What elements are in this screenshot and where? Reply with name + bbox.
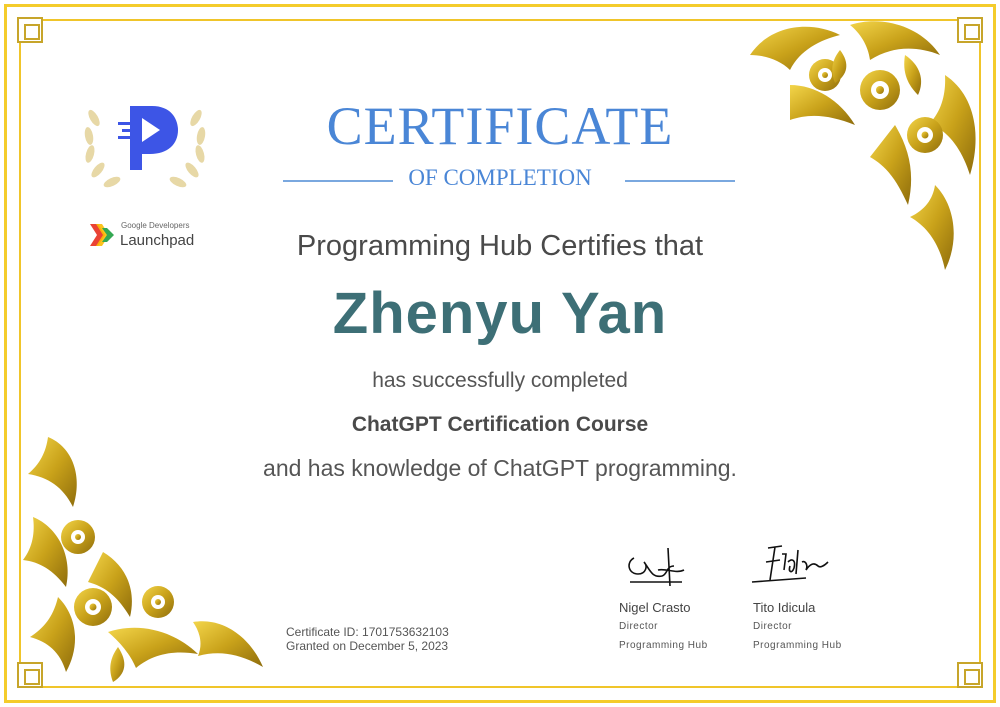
signatory-name: Nigel Crasto: [619, 600, 691, 615]
corner-ornament-top-left: [17, 17, 43, 43]
certifies-line: Programming Hub Certifies that: [296, 230, 704, 262]
signature-nigel-crasto: [622, 540, 692, 590]
granted-date: Granted on December 5, 2023: [286, 639, 449, 653]
certificate-id: Certificate ID: 1701753632103: [286, 625, 449, 639]
certificate-title: CERTIFICATE: [326, 96, 674, 156]
signatory-name: Tito Idicula: [753, 600, 816, 615]
signatory-2: [753, 600, 842, 655]
course-name: ChatGPT Certification Course: [351, 413, 649, 436]
signatory-org: Programming Hub: [753, 640, 842, 651]
signatory-title: Director: [619, 621, 659, 632]
signatory-org: Programming Hub: [619, 640, 708, 651]
certificate-subtitle: OF COMPLETION: [408, 165, 592, 190]
signatory-title: Director: [753, 621, 793, 632]
google-developers-label: Google Developers: [121, 221, 190, 230]
knowledge-line: and has knowledge of ChatGPT programming.: [263, 455, 737, 481]
certificate-meta: [286, 625, 449, 653]
completion-line: has successfully completed: [372, 369, 628, 392]
signature-tito-idicula: [748, 540, 838, 590]
corner-ornament-bottom-right: [957, 662, 983, 688]
recipient-name: Zhenyu Yan: [332, 281, 668, 346]
signatory-1: [619, 600, 708, 655]
launchpad-label: Launchpad: [120, 232, 195, 249]
subtitle-divider-right: [625, 180, 735, 182]
